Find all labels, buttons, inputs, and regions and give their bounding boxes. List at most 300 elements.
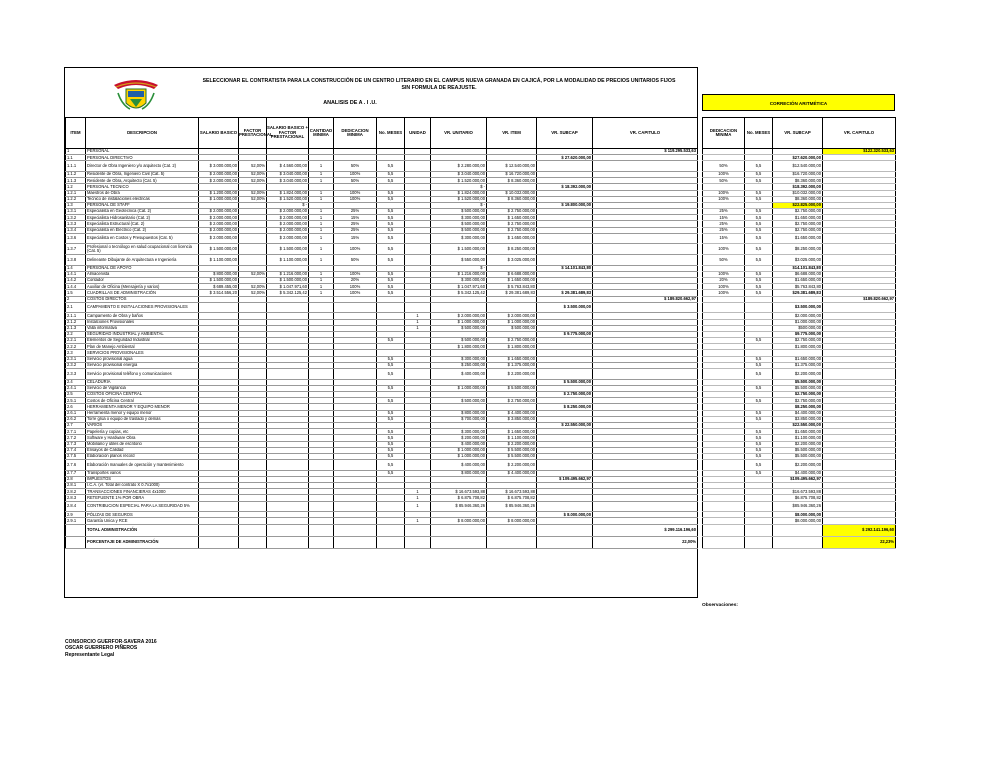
cell-item: 2.4	[66, 379, 86, 385]
correction-col-dedicacion: DEDICACION MINIMA	[703, 118, 745, 149]
cell-ded: 15%	[334, 215, 377, 221]
correction-cell-mes: 5,5	[745, 221, 773, 227]
cell-ded	[334, 302, 377, 313]
correction-cell-ded: 25%	[703, 227, 745, 233]
col-header-item: ITEM	[66, 118, 86, 149]
cell-desc: VARIOS	[86, 422, 199, 428]
cell-mes: 5,5	[377, 278, 405, 284]
cell-sal: $ 2.000.000,00	[199, 209, 239, 215]
cell-sf: $ 3.040.000,00	[267, 171, 309, 177]
correction-cell-ded: 100%	[703, 271, 745, 277]
cell-item: 2.8	[66, 476, 86, 482]
cell-sal: $ 3.514.556,20	[199, 290, 239, 296]
signature-company: CONSORCIO GUERFOR-SAVERA 2016	[65, 639, 157, 645]
correction-cell-sub: $22.550.000,00	[773, 422, 823, 428]
correction-cell-sub: $1.100.000,00	[773, 435, 823, 441]
table-row	[66, 460, 698, 471]
cell-item: 1.2.2	[66, 196, 86, 202]
cell-desc: Maestros de Obra	[86, 190, 199, 196]
correction-cell-ded: 50%	[703, 255, 745, 266]
cell-mes: 5,5	[377, 435, 405, 441]
correction-cell-sub: $109.495.662,97	[773, 476, 823, 482]
correction-cell-mes: 5,5	[745, 190, 773, 196]
cell-sub	[537, 369, 593, 380]
cell-sal	[199, 369, 239, 380]
cell-cant: 1	[309, 255, 334, 266]
table-row	[66, 255, 698, 266]
correction-cell-mes: 5,5	[745, 171, 773, 177]
cell-fac: 52,00%	[239, 284, 267, 290]
correction-header: CORRECIÓN ARITMÉTICA	[702, 94, 895, 111]
cell-desc: Software y Hardware Obra	[86, 435, 199, 441]
cell-vu: $ 500.000,00	[431, 398, 487, 404]
correction-cell-mes: 5,5	[745, 271, 773, 277]
cell-vi: $ 10.032.000,00	[487, 190, 537, 196]
cell-fac: 52,00%	[239, 271, 267, 277]
cell-vu: $ 1.000.000,00	[431, 319, 487, 325]
cell-sf: $ 3.040.000,00	[267, 178, 309, 184]
cell-desc: Valla informativa	[86, 325, 199, 331]
cell-desc: PERSONAL DIRECTIVO	[86, 155, 199, 161]
cell-sub: $ 109.495.662,97	[537, 476, 593, 482]
cell-item: 2.4.1	[66, 385, 86, 391]
cell-item: 2.5.1	[66, 398, 86, 404]
cell-mes: 5,5	[377, 284, 405, 290]
cell-desc: IMPUESTOS	[86, 476, 199, 482]
correction-cell-sub: $500.000,00	[773, 325, 823, 331]
cell-mes: 5,5	[377, 429, 405, 435]
cell-item: 1.3.7	[66, 244, 86, 255]
cell-sub	[537, 244, 593, 255]
correction-cell-sub: $18.392.000,00	[773, 184, 823, 190]
correction-cell-ded: 15%	[703, 233, 745, 244]
correction-cell-ded: 25%	[703, 221, 745, 227]
correction-header-row	[703, 118, 896, 149]
correction-cell-ded: 100%	[703, 244, 745, 255]
cell-ded: 100%	[334, 284, 377, 290]
cell-mes: 5,5	[377, 290, 405, 296]
cell-item: 2.8.4	[66, 501, 86, 512]
document-subtitle: ANALISIS DE A . I .U.	[323, 100, 377, 106]
observaciones-label: Observaciones:	[702, 603, 738, 608]
cell-sf	[267, 501, 309, 512]
correction-cell-mes: 5,5	[745, 429, 773, 435]
cell-sub	[537, 233, 593, 244]
cell-sal	[199, 302, 239, 313]
correction-cell-ded: 50%	[703, 161, 745, 172]
cell-uni: 1	[405, 313, 431, 319]
cell-sub: $ 8.250.000,00	[537, 404, 593, 410]
cell-vi: $ 4.400.000,00	[487, 410, 537, 416]
cell-vu: $ 200.000,00	[431, 435, 487, 441]
cell-cant	[309, 369, 334, 380]
total-administracion-label: TOTAL ADMINISTRACIÓN	[86, 524, 199, 536]
cell-item: 2.6	[66, 404, 86, 410]
cell-sub: $ 22.550.000,00	[537, 422, 593, 428]
cell-vu: $ -	[431, 202, 487, 208]
cell-vu: $ 800.000,00	[431, 470, 487, 476]
cell-item: 2.7.7	[66, 470, 86, 476]
correction-cell-sub: $1.800.000,00	[773, 344, 823, 350]
correction-cell-sub: $9.775.000,00	[773, 331, 823, 337]
cell-item: 2.1.2	[66, 319, 86, 325]
correction-cell-sub: $2.000.000,00	[773, 313, 823, 319]
cell-vi: $ 6.875.708,82	[487, 495, 537, 501]
cell-desc: CAMPAMENTO E INSTALACIONES PROVISIONALES	[86, 302, 199, 313]
cell-item: 1	[66, 149, 86, 155]
correction-cell-ded	[703, 501, 745, 512]
cell-item: 2.3.1	[66, 356, 86, 362]
cell-ded	[334, 501, 377, 512]
cell-desc: Ensayos de Calidad	[86, 447, 199, 453]
cell-item: 2.3	[66, 350, 86, 356]
cell-sub: $ 27.620.000,00	[537, 155, 593, 161]
cell-uni: 1	[405, 518, 431, 524]
correction-cell-sub: $27.620.000,00	[773, 155, 823, 161]
cell-desc: SERVICIOS PROVISIONALES	[86, 350, 199, 356]
correction-col-meses: No. MESES	[745, 118, 773, 149]
cell-mes: 5,5	[377, 209, 405, 215]
cell-mes: 5,5	[377, 460, 405, 471]
cell-uni	[405, 369, 431, 380]
col-header-descripcion: DESCRIPCION	[86, 118, 199, 149]
cell-sf: $ 1.216.000,00	[267, 271, 309, 277]
cell-vu: $ 1.520.000,00	[431, 178, 487, 184]
cell-fac: 52,00%	[239, 196, 267, 202]
cell-desc: Delineante Dibujante de Arquitectura e Ingeniería	[86, 255, 199, 266]
cell-vi: $ 3.850.000,00	[487, 416, 537, 422]
correction-cell-mes: 5,5	[745, 227, 773, 233]
correction-cell-sub: $5.500.000,00	[773, 447, 823, 453]
correction-cell-mes: 5,5	[745, 356, 773, 362]
correction-cell-sub: $1.650.000,00	[773, 233, 823, 244]
cell-vu: $ 500.000,00	[431, 227, 487, 233]
cell-desc: Costos de Oficina Central	[86, 398, 199, 404]
cell-vi: $ 2.200.000,00	[487, 460, 537, 471]
cell-vu	[431, 302, 487, 313]
cell-sal	[199, 460, 239, 471]
cell-vu: $ 500.000,00	[431, 209, 487, 215]
cell-desc: Servicio provisional teléfono y comunicaciones	[86, 369, 199, 380]
cell-cant: 1	[309, 161, 334, 172]
cell-uni	[405, 244, 431, 255]
correction-cell-sub: $2.750.000,00	[773, 338, 823, 344]
cell-cap: $ 119.295.533,63	[593, 149, 698, 155]
cell-sal: $ 800.000,00	[199, 271, 239, 277]
correction-cell-cap	[823, 161, 896, 172]
cell-mes: 5,5	[377, 369, 405, 380]
correction-cell-sub: $8.000.000,00	[773, 518, 823, 524]
cell-sal: $ 2.000.000,00	[199, 221, 239, 227]
cell-vu: $ 300.000,00	[431, 356, 487, 362]
correction-cell-sub: $8.000.000,00	[773, 512, 823, 518]
cell-desc: PÓLIZAS DE SEGUROS	[86, 512, 199, 518]
cell-sf: $ 2.000.000,00	[267, 221, 309, 227]
cell-mes: 5,5	[377, 171, 405, 177]
cell-vu: $ 1.500.000,00	[431, 244, 487, 255]
cell-cap	[593, 302, 698, 313]
cell-cant: 1	[309, 190, 334, 196]
cell-mes: 5,5	[377, 416, 405, 422]
cell-vu: $ 700.000,00	[431, 416, 487, 422]
cell-fac: 52,00%	[239, 190, 267, 196]
cell-vu: $ 500.000,00	[431, 221, 487, 227]
cell-desc: HERRAMIENTA MENOR Y EQUIPO MENOR	[86, 404, 199, 410]
cell-vi: $ 1.100.000,00	[487, 435, 537, 441]
cell-item: 2.2.1	[66, 338, 86, 344]
total-administracion-value: $ 299.116.196,60	[593, 524, 698, 536]
cell-fac: 52,00%	[239, 171, 267, 177]
correction-cell-mes: 5,5	[745, 398, 773, 404]
table-row	[66, 161, 698, 172]
correction-cell-sub: $2.200.000,00	[773, 460, 823, 471]
correction-cell-ded	[703, 369, 745, 380]
cell-desc: CUADRILLAS DE ADMINISTRACIÓN	[86, 290, 199, 296]
cell-sal: $ 1.100.000,00	[199, 255, 239, 266]
cell-vu: $ 1.047.971,60	[431, 284, 487, 290]
signature-block	[65, 639, 157, 658]
correction-total-value: $ 292.141.196,60	[823, 524, 896, 536]
cell-vi: $ 3.025.000,00	[487, 255, 537, 266]
correction-cell-sub: $2.750.000,00	[773, 209, 823, 215]
cell-cap	[593, 460, 698, 471]
cell-item: 2.1.3	[66, 325, 86, 331]
cell-item: 2.7.6	[66, 460, 86, 471]
table-row	[66, 302, 698, 313]
cell-mes: 5,5	[377, 453, 405, 459]
cell-item: 2.7.3	[66, 441, 86, 447]
cell-cap	[593, 233, 698, 244]
correction-cell-ded: 100%	[703, 284, 745, 290]
correction-cell-sub: $22.825.000,00	[773, 202, 823, 208]
cell-vi: $ 29.381.689,83	[487, 290, 537, 296]
cell-item: 2.7.5	[66, 453, 86, 459]
col-header-unidad: UNIDAD	[405, 118, 431, 149]
cell-vu: $ -	[431, 184, 487, 190]
cell-item: 1.3.1	[66, 209, 86, 215]
cell-vi: $ 1.650.000,00	[487, 215, 537, 221]
cell-cap	[593, 501, 698, 512]
cell-sal: $ 1.000.000,00	[199, 196, 239, 202]
cell-ded: 100%	[334, 244, 377, 255]
cell-item: 1.3	[66, 202, 86, 208]
cell-item: 1.1	[66, 155, 86, 161]
cell-uni	[405, 255, 431, 266]
cell-fac	[239, 233, 267, 244]
cell-vi: $ 85.946.360,26	[487, 501, 537, 512]
cell-vu: $ 8.000.000,00	[431, 518, 487, 524]
cell-cant: 1	[309, 221, 334, 227]
cell-uni	[405, 302, 431, 313]
correction-body	[703, 149, 896, 525]
cell-vi: $ 12.540.000,00	[487, 161, 537, 172]
correction-cell-sub: $1.650.000,00	[773, 215, 823, 221]
correction-cell-mes: 5,5	[745, 369, 773, 380]
correction-cell-ded: 20%	[703, 278, 745, 284]
correction-cell-mes: 5,5	[745, 447, 773, 453]
correction-pct-value: 22,23%	[823, 536, 896, 548]
cell-item: 2.9	[66, 512, 86, 518]
cell-item: 2.8.1	[66, 483, 86, 489]
cell-sal: $ 2.000.000,00	[199, 215, 239, 221]
correction-cell-mes: 5,5	[745, 244, 773, 255]
correction-cell-sub: $2.200.000,00	[773, 369, 823, 380]
cell-item: 1.3.6	[66, 233, 86, 244]
cell-cap	[593, 244, 698, 255]
cell-item: 2.8.3	[66, 495, 86, 501]
cell-vi: $ 1.800.000,00	[487, 344, 537, 350]
correction-row	[703, 161, 896, 172]
cell-uni	[405, 161, 431, 172]
cell-ded: 100%	[334, 171, 377, 177]
cell-sub	[537, 255, 593, 266]
cell-sf: $ 2.000.000,00	[267, 233, 309, 244]
cell-mes: 5,5	[377, 233, 405, 244]
correction-cell-mes: 5,5	[745, 255, 773, 266]
cell-vi: $ 1.650.000,00	[487, 233, 537, 244]
correction-cell-sub: $4.400.000,00	[773, 410, 823, 416]
correction-cell-mes: 5,5	[745, 215, 773, 221]
cell-ded: 100%	[334, 271, 377, 277]
cell-cant	[309, 302, 334, 313]
aiu-analysis-table	[65, 117, 698, 549]
cell-vi: $ 16.673.593,88	[487, 489, 537, 495]
cell-sub: $ 18.392.000,00	[537, 184, 593, 190]
cell-mes: 5,5	[377, 447, 405, 453]
cell-vu: $ -	[431, 265, 487, 271]
cell-vi: $ 5.500.000,00	[487, 453, 537, 459]
cell-sf: $ 1.520.000,00	[267, 196, 309, 202]
col-header-vr-capitulo: VR. CAPITULO	[593, 118, 698, 149]
correction-cell-sub: $2.750.000,00	[773, 227, 823, 233]
cell-sf	[267, 369, 309, 380]
cell-sf: $ 1.100.000,00	[267, 255, 309, 266]
cell-cant: 1	[309, 233, 334, 244]
cell-sal: $ 2.000.000,00	[199, 178, 239, 184]
correction-cell-cap	[823, 501, 896, 512]
cell-vi: $ 1.650.000,00	[487, 356, 537, 362]
cell-cant: 1	[309, 171, 334, 177]
cell-desc: Instalciones Provisionales	[86, 319, 199, 325]
cell-item: 2.8.2	[66, 489, 86, 495]
cell-ded: 100%	[334, 190, 377, 196]
correction-cell-sub: $1.375.000,00	[773, 362, 823, 368]
cell-fac: 52,00%	[239, 178, 267, 184]
cell-vi: $ 1.650.000,00	[487, 278, 537, 284]
correction-cell-mes: 5,5	[745, 233, 773, 244]
correction-cell-sub: $8.360.000,00	[773, 196, 823, 202]
cell-item: 2.1.1	[66, 313, 86, 319]
cell-mes: 5,5	[377, 215, 405, 221]
correction-cell-cap	[823, 460, 896, 471]
cell-desc: Servicio provisional agua	[86, 356, 199, 362]
correction-table	[702, 117, 896, 549]
correction-cell-ded: 15%	[703, 215, 745, 221]
cell-sf: $ 2.000.000,00	[267, 227, 309, 233]
correction-cell-mes: 5,5	[745, 209, 773, 215]
correction-cell-sub: $5.500.000,00	[773, 385, 823, 391]
cell-desc: Especialista en Geotecnica (Cat. 2)	[86, 209, 199, 215]
cell-vi: $ 1.650.000,00	[487, 429, 537, 435]
cell-vu: $ 400.000,00	[431, 460, 487, 471]
correction-cell-mes: 5,5	[745, 416, 773, 422]
correction-cell-mes	[745, 501, 773, 512]
correction-cell-mes: 5,5	[745, 362, 773, 368]
cell-desc: CONTRIBUCION ESPECIAL PARA LA SEGURIDAD 5%	[86, 501, 199, 512]
correction-cell-cap	[823, 233, 896, 244]
total-administracion-row	[66, 524, 698, 536]
correction-pct-row	[703, 536, 896, 548]
correction-cell-sub: $1.000.000,00	[773, 319, 823, 325]
cell-item: 1.3.3	[66, 221, 86, 227]
cell-vi: $ 2.750.000,00	[487, 221, 537, 227]
cell-desc: Papelería y copias, etc	[86, 429, 199, 435]
cell-desc: Auxiliar de Oficina (Mensajería y varios)	[86, 284, 199, 290]
cell-desc: SEGURIDAD INDUSTRIAL y AMBIENTAL	[86, 331, 199, 337]
correction-cell-mes: 5,5	[745, 290, 773, 296]
cell-ded: 50%	[334, 161, 377, 172]
cell-desc: COSTOS OFICINA CENTRAL	[86, 392, 199, 398]
correction-cell-cap: $122.320.533,63	[823, 149, 896, 155]
correction-total-row	[703, 524, 896, 536]
cell-vu: $ 3.040.000,00	[431, 171, 487, 177]
cell-sf: $ 1.500.000,00	[267, 244, 309, 255]
correction-cell-mes: 5,5	[745, 161, 773, 172]
cell-sf: $ 1.500.000,00	[267, 278, 309, 284]
cell-vu: $ 1.216.000,00	[431, 271, 487, 277]
correction-cell-ded: 50%	[703, 178, 745, 184]
cell-item: 1.4.1	[66, 271, 86, 277]
cell-item: 2.6.2	[66, 416, 86, 422]
cell-item: 1.4.2	[66, 278, 86, 284]
cell-fac	[239, 244, 267, 255]
cell-vi: $ 500.000,00	[487, 325, 537, 331]
correction-col-capitulo: VR. CAPITULO	[823, 118, 896, 149]
cell-desc: Almacenista	[86, 271, 199, 277]
cell-mes: 5,5	[377, 362, 405, 368]
cell-sal: $ 2.000.000,00	[199, 233, 239, 244]
cell-desc: Garantía Unica y RCE	[86, 518, 199, 524]
cell-item: 2.9.1	[66, 518, 86, 524]
cell-item: 2.6.1	[66, 410, 86, 416]
correction-row	[703, 369, 896, 380]
correction-cell-mes	[745, 302, 773, 313]
correction-cell-mes: 5,5	[745, 385, 773, 391]
cell-item: 1.5	[66, 290, 86, 296]
cell-item: 1.1.3	[66, 178, 86, 184]
col-header-factor: FACTOR PRESTACIONAL	[239, 118, 267, 149]
cell-sf: $ -	[267, 202, 309, 208]
cell-desc: Mobiliario y útiles de escritorio	[86, 441, 199, 447]
cell-item: 1.2	[66, 184, 86, 190]
cell-vi: $ 8.360.000,00	[487, 196, 537, 202]
correction-cell-cap	[823, 244, 896, 255]
cell-item: 2.7.1	[66, 429, 86, 435]
cell-ded: 50%	[334, 178, 377, 184]
cell-item: 1.1.2	[66, 171, 86, 177]
correction-cell-mes: 5,5	[745, 196, 773, 202]
cell-uni	[405, 460, 431, 471]
cell-vi: $ 1.375.000,00	[487, 362, 537, 368]
table-row	[66, 244, 698, 255]
col-header-cantidad: CANTIDAD MINIMA	[309, 118, 334, 149]
correction-cell-mes: 5,5	[745, 470, 773, 476]
cell-vu: $ 300.000,00	[431, 215, 487, 221]
cell-vu: $ 800.000,00	[431, 410, 487, 416]
correction-cell-sub: $2.750.000,00	[773, 398, 823, 404]
cell-fac	[239, 501, 267, 512]
cell-ded: 100%	[334, 290, 377, 296]
